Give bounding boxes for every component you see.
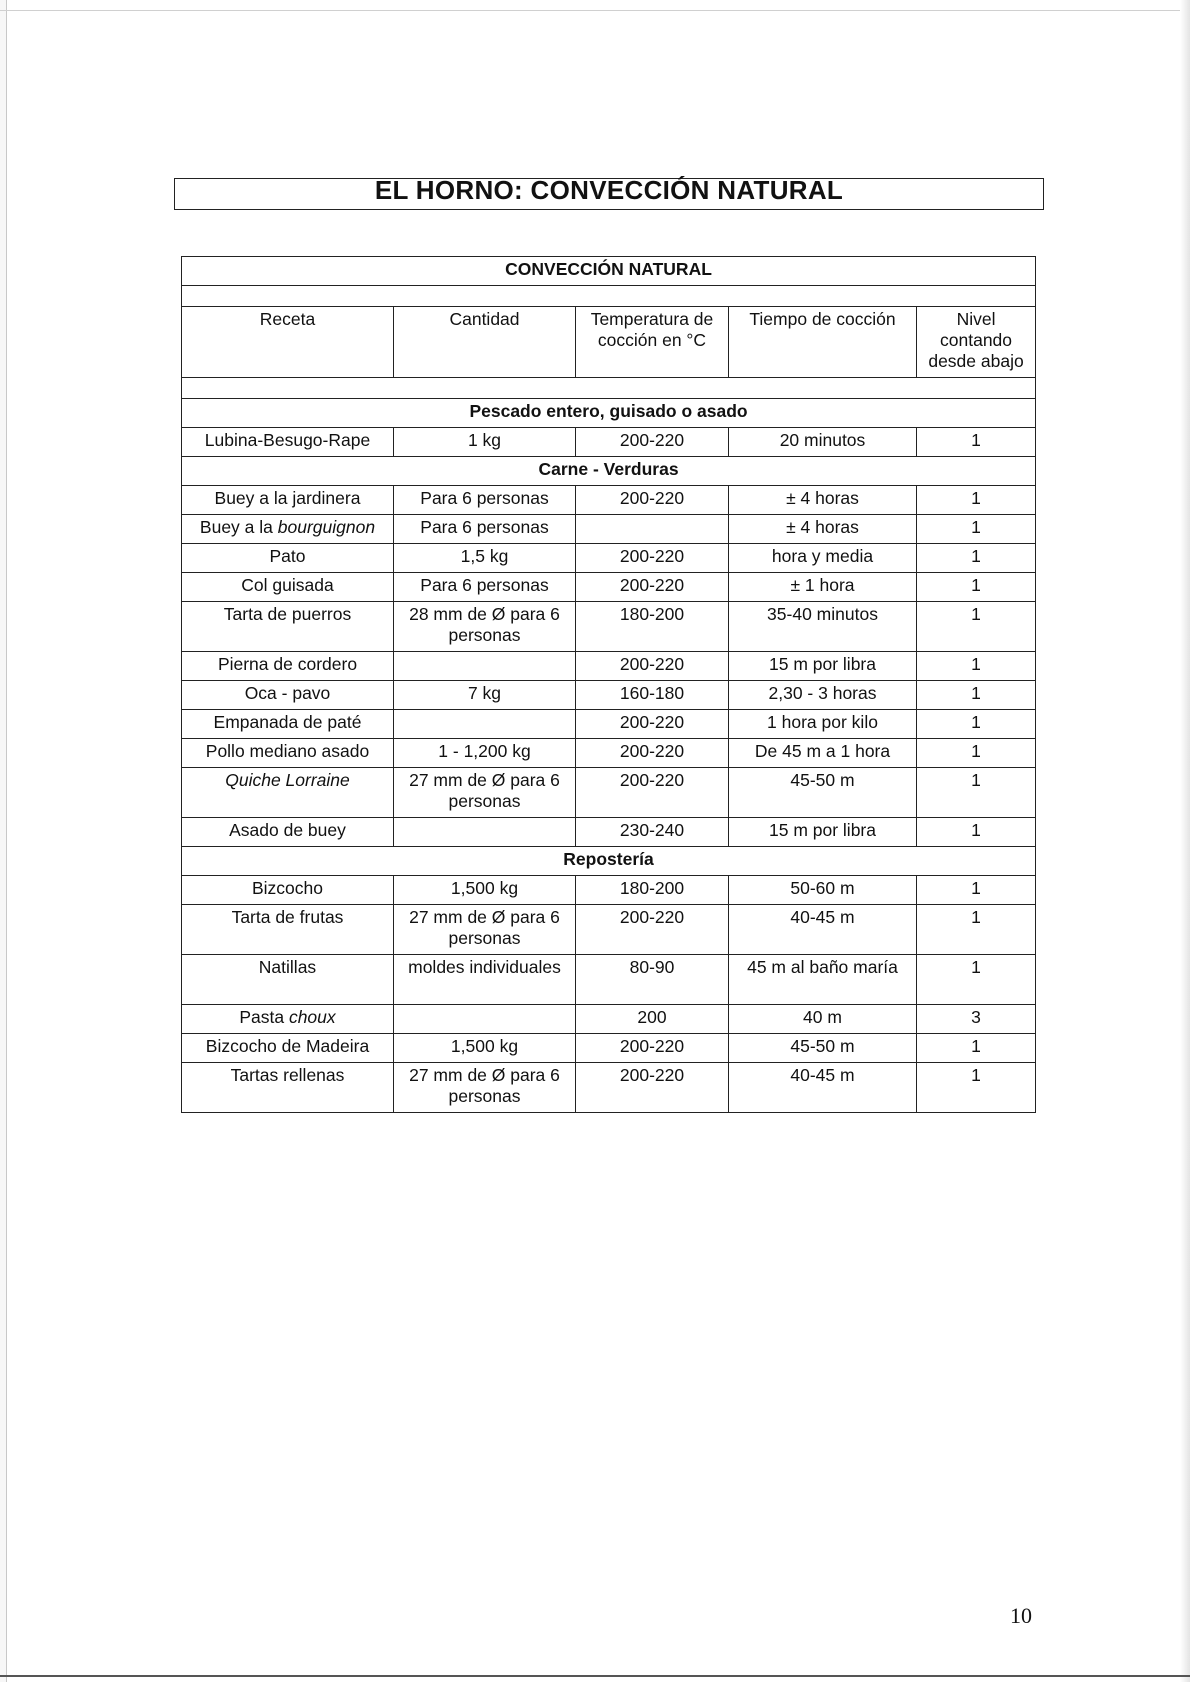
cell-nivel: 1 xyxy=(917,428,1036,457)
cell-tiempo: De 45 m a 1 hora xyxy=(729,739,917,768)
cell-temperatura: 200-220 xyxy=(576,739,729,768)
cell-receta xyxy=(182,739,394,768)
cell-receta xyxy=(182,573,394,602)
section-title: Carne - Verduras xyxy=(182,457,1036,486)
table-caption-row xyxy=(182,257,1036,286)
receta-text: Tarta de frutas xyxy=(231,907,344,927)
table-spacer-row xyxy=(182,286,1036,307)
scan-top-edge xyxy=(0,10,1190,11)
cell-receta xyxy=(182,544,394,573)
cell-nivel: 1 xyxy=(917,876,1036,905)
table-row xyxy=(182,652,1036,681)
cell-cantidad: 27 mm de Ø para 6 personas xyxy=(394,768,576,818)
receta-italic-text: bourguignon xyxy=(277,517,376,537)
table-row xyxy=(182,1005,1036,1034)
receta-text: Empanada de paté xyxy=(213,712,362,732)
cell-cantidad: 27 mm de Ø para 6 personas xyxy=(394,905,576,955)
table-row xyxy=(182,768,1036,818)
cell-tiempo: 15 m por libra xyxy=(729,818,917,847)
cell-temperatura: 160-180 xyxy=(576,681,729,710)
receta-text: Pato xyxy=(269,546,306,566)
header-nivel: Nivel contando desde abajo xyxy=(917,307,1036,378)
receta-text: Pasta xyxy=(239,1007,289,1027)
section-row xyxy=(182,847,1036,876)
cell-receta xyxy=(182,681,394,710)
receta-italic-text: choux xyxy=(288,1007,336,1027)
table-row xyxy=(182,710,1036,739)
table-row xyxy=(182,905,1036,955)
table-row xyxy=(182,1063,1036,1113)
cell-tiempo: 2,30 - 3 horas xyxy=(729,681,917,710)
spacer-cell xyxy=(182,378,1036,399)
cell-receta xyxy=(182,1063,394,1113)
cell-cantidad: moldes individuales xyxy=(394,955,576,1005)
header-receta: Receta xyxy=(182,307,394,378)
cell-temperatura: 200-220 xyxy=(576,1063,729,1113)
table-row xyxy=(182,573,1036,602)
cell-temperatura: 200-220 xyxy=(576,710,729,739)
cell-receta xyxy=(182,710,394,739)
cell-cantidad: 1 - 1,200 kg xyxy=(394,739,576,768)
table-row xyxy=(182,515,1036,544)
receta-text: Bizcocho de Madeira xyxy=(205,1036,370,1056)
cell-tiempo: hora y media xyxy=(729,544,917,573)
cell-nivel: 1 xyxy=(917,681,1036,710)
cell-temperatura: 230-240 xyxy=(576,818,729,847)
cell-nivel: 1 xyxy=(917,544,1036,573)
section-title: Repostería xyxy=(182,847,1036,876)
cell-nivel: 1 xyxy=(917,768,1036,818)
cell-nivel: 1 xyxy=(917,710,1036,739)
cell-nivel: 3 xyxy=(917,1005,1036,1034)
cell-nivel: 1 xyxy=(917,905,1036,955)
cell-temperatura: 200-220 xyxy=(576,428,729,457)
cell-nivel: 1 xyxy=(917,1063,1036,1113)
cell-temperatura: 200-220 xyxy=(576,486,729,515)
cell-tiempo: ± 1 hora xyxy=(729,573,917,602)
cell-temperatura: 80-90 xyxy=(576,955,729,1005)
cell-nivel: 1 xyxy=(917,602,1036,652)
table-row xyxy=(182,544,1036,573)
scan-left-edge xyxy=(0,0,7,1682)
cooking-table xyxy=(181,256,1036,1113)
receta-text: Buey a la xyxy=(199,517,278,537)
cell-tiempo: 1 hora por kilo xyxy=(729,710,917,739)
table-row xyxy=(182,955,1036,1005)
cell-receta xyxy=(182,486,394,515)
table-row xyxy=(182,739,1036,768)
cell-cantidad: 27 mm de Ø para 6 personas xyxy=(394,1063,576,1113)
header-tiempo: Tiempo de cocción xyxy=(729,307,917,378)
receta-text: Pierna de cordero xyxy=(217,654,358,674)
cell-cantidad: 28 mm de Ø para 6 personas xyxy=(394,602,576,652)
cell-tiempo: 40-45 m xyxy=(729,1063,917,1113)
page-number: 10 xyxy=(1010,1603,1032,1628)
table-row xyxy=(182,486,1036,515)
receta-text: Buey a la jardinera xyxy=(214,488,361,508)
header-cantidad: Cantidad xyxy=(394,307,576,378)
cell-cantidad: 1,5 kg xyxy=(394,544,576,573)
table-row xyxy=(182,681,1036,710)
cell-cantidad: 1,500 kg xyxy=(394,876,576,905)
table-header-row xyxy=(182,307,1036,378)
section-row xyxy=(182,399,1036,428)
receta-text: Col guisada xyxy=(241,575,334,595)
cell-receta xyxy=(182,602,394,652)
cell-temperatura: 200-220 xyxy=(576,1034,729,1063)
receta-text: Lubina-Besugo-Rape xyxy=(204,430,371,450)
section-row xyxy=(182,457,1036,486)
receta-text: Pollo mediano asado xyxy=(205,741,370,761)
header-temperatura: Temperatura de cocción en °C xyxy=(576,307,729,378)
cell-tiempo: 15 m por libra xyxy=(729,652,917,681)
cell-cantidad: Para 6 personas xyxy=(394,573,576,602)
cell-tiempo: 45-50 m xyxy=(729,768,917,818)
cell-temperatura: 200-220 xyxy=(576,573,729,602)
cell-cantidad: Para 6 personas xyxy=(394,486,576,515)
cell-receta xyxy=(182,515,394,544)
receta-text: Natillas xyxy=(258,957,317,977)
cell-receta xyxy=(182,428,394,457)
cell-temperatura: 200-220 xyxy=(576,544,729,573)
cell-receta xyxy=(182,876,394,905)
cell-tiempo: 20 minutos xyxy=(729,428,917,457)
cell-receta xyxy=(182,1005,394,1034)
cell-temperatura: 180-200 xyxy=(576,602,729,652)
cell-receta xyxy=(182,905,394,955)
cell-tiempo: 50-60 m xyxy=(729,876,917,905)
cell-cantidad: 7 kg xyxy=(394,681,576,710)
receta-italic-text: Quiche Lorraine xyxy=(225,770,350,790)
cell-cantidad: 1,500 kg xyxy=(394,1034,576,1063)
cell-cantidad xyxy=(394,818,576,847)
cell-nivel: 1 xyxy=(917,573,1036,602)
cell-tiempo: 40 m xyxy=(729,1005,917,1034)
receta-text: Bizcocho xyxy=(251,878,323,898)
cell-cantidad xyxy=(394,1005,576,1034)
cell-cantidad: 1 kg xyxy=(394,428,576,457)
receta-text: Oca - pavo xyxy=(244,683,331,703)
cell-receta xyxy=(182,1034,394,1063)
cell-receta xyxy=(182,955,394,1005)
table-row xyxy=(182,876,1036,905)
receta-text: Tartas rellenas xyxy=(230,1065,345,1085)
cell-temperatura: 200 xyxy=(576,1005,729,1034)
cell-receta xyxy=(182,818,394,847)
table-row xyxy=(182,602,1036,652)
cell-nivel: 1 xyxy=(917,652,1036,681)
section-title: Pescado entero, guisado o asado xyxy=(182,399,1036,428)
cell-temperatura: 200-220 xyxy=(576,905,729,955)
cell-temperatura: 200-220 xyxy=(576,768,729,818)
cell-temperatura: 200-220 xyxy=(576,652,729,681)
cell-receta xyxy=(182,652,394,681)
cell-nivel: 1 xyxy=(917,739,1036,768)
page-title: EL HORNO: CONVECCIÓN NATURAL xyxy=(374,174,844,205)
cell-temperatura xyxy=(576,515,729,544)
cell-nivel: 1 xyxy=(917,486,1036,515)
cell-tiempo: 35-40 minutos xyxy=(729,602,917,652)
table-spacer-row xyxy=(182,378,1036,399)
table-caption: CONVECCIÓN NATURAL xyxy=(182,257,1036,286)
cell-cantidad: Para 6 personas xyxy=(394,515,576,544)
scan-bottom-edge xyxy=(0,1675,1190,1677)
spacer-cell xyxy=(182,286,1036,307)
cell-receta xyxy=(182,768,394,818)
cell-nivel: 1 xyxy=(917,818,1036,847)
cell-tiempo: ± 4 horas xyxy=(729,515,917,544)
cell-tiempo: 45 m al baño maría xyxy=(729,955,917,1005)
cell-temperatura: 180-200 xyxy=(576,876,729,905)
cell-cantidad xyxy=(394,710,576,739)
receta-text: Asado de buey xyxy=(229,820,346,840)
cell-tiempo: ± 4 horas xyxy=(729,486,917,515)
scan-right-edge xyxy=(1180,0,1190,1682)
cell-nivel: 1 xyxy=(917,955,1036,1005)
cell-cantidad xyxy=(394,652,576,681)
cell-nivel: 1 xyxy=(917,1034,1036,1063)
table-row xyxy=(182,428,1036,457)
table-row xyxy=(182,1034,1036,1063)
receta-text: Tarta de puerros xyxy=(223,604,352,624)
cell-tiempo: 40-45 m xyxy=(729,905,917,955)
cell-tiempo: 45-50 m xyxy=(729,1034,917,1063)
table-row xyxy=(182,818,1036,847)
title-box xyxy=(174,174,1044,210)
cell-nivel: 1 xyxy=(917,515,1036,544)
